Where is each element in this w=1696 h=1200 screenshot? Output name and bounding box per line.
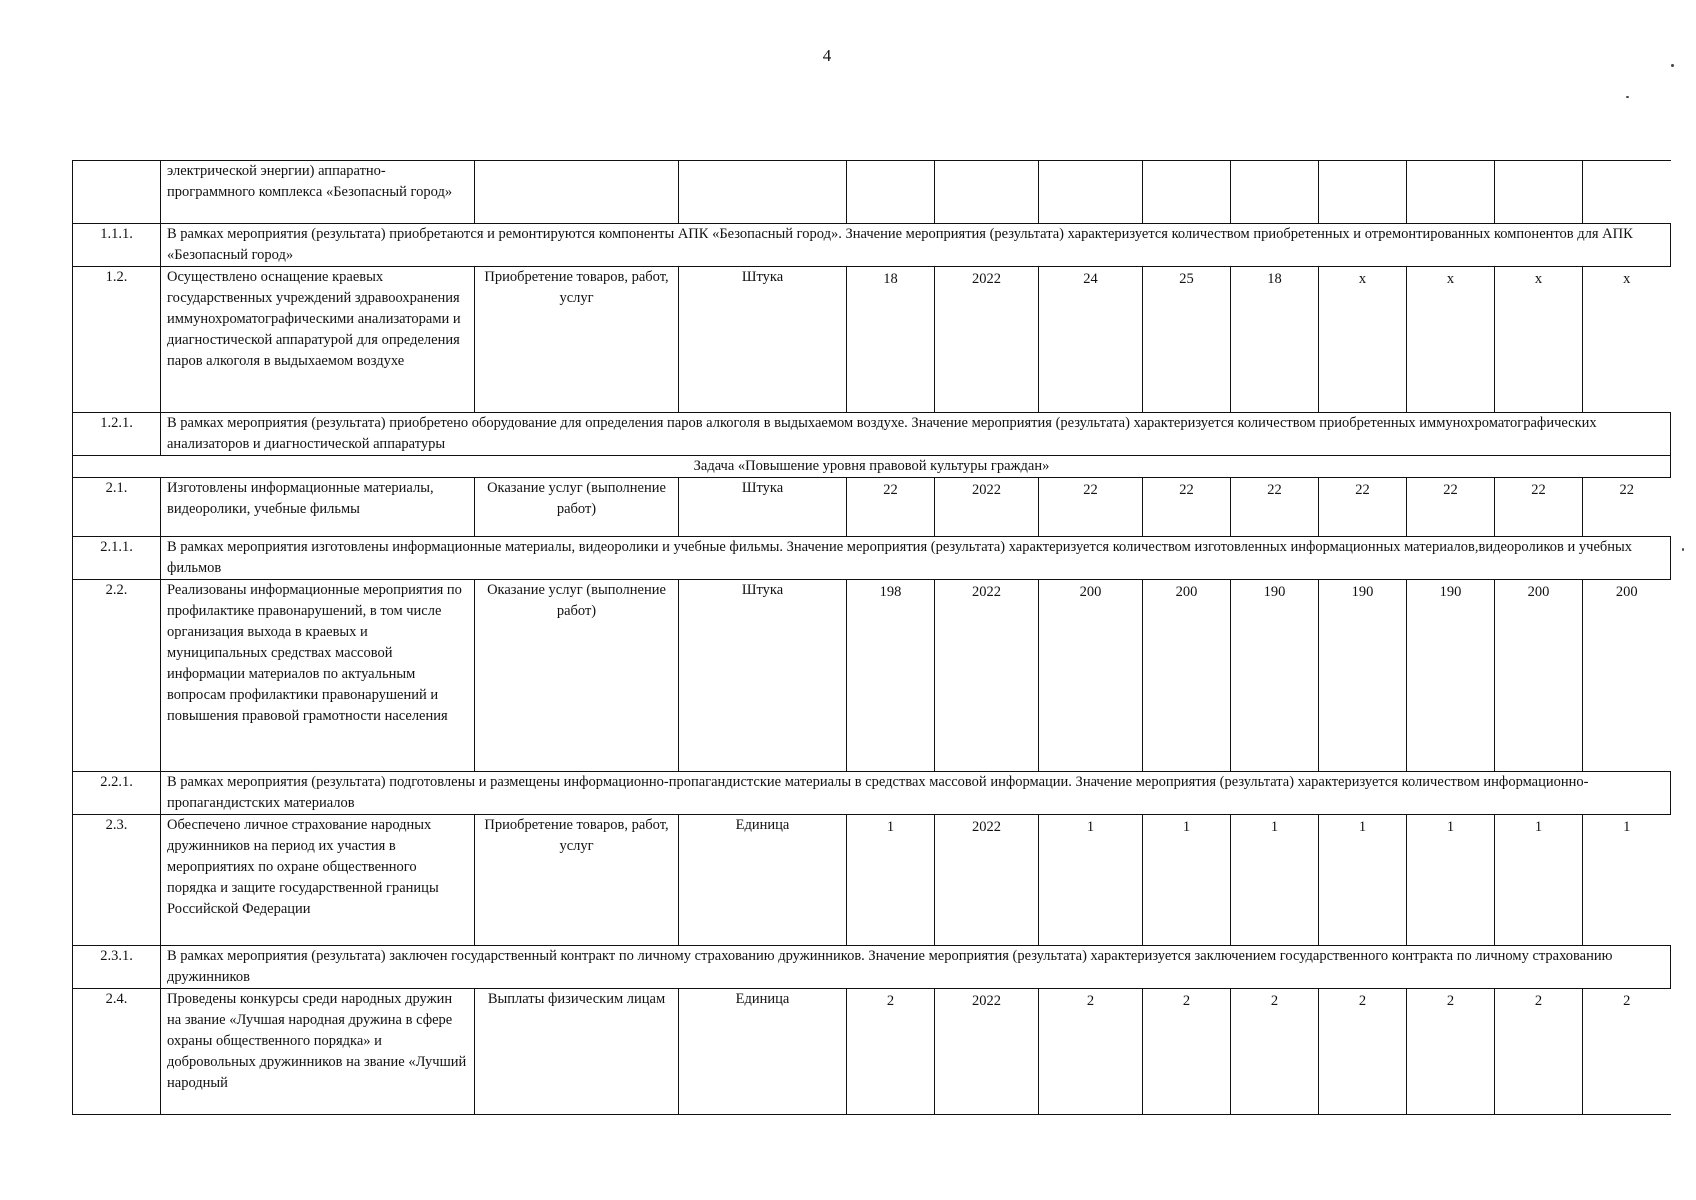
year-value: 2 bbox=[1231, 989, 1319, 1115]
item-unit: Единица bbox=[679, 989, 847, 1115]
item-name: Изготовлены информационные материалы, видеоролики, учебные фильмы bbox=[161, 478, 475, 537]
item-unit: Штука bbox=[679, 478, 847, 537]
item-type: Приобретение товаров, работ, услуг bbox=[475, 815, 679, 946]
row-number: 2.4. bbox=[73, 989, 161, 1115]
page-number: 4 bbox=[822, 46, 832, 65]
year-value: 190 bbox=[1319, 580, 1407, 772]
year-value: 22 bbox=[1319, 478, 1407, 537]
item-type: Оказание услуг (выполнение работ) bbox=[475, 478, 679, 537]
row-number: 1.1.1. bbox=[73, 224, 161, 267]
note-text: В рамках мероприятия изготовлены информационные материалы, видеоролики и учебные фильмы. Значение мероприятия (результата) характеризуется количеством изготовленных информационных материалов,видеороликов и учебных фильмов bbox=[161, 537, 1671, 580]
base-value: 18 bbox=[847, 267, 935, 413]
year-value: 22 bbox=[1231, 478, 1319, 537]
item-name: Обеспечено личное страхование народных дружинников на период их участия в мероприятиях по охране общественного порядка и защите государственной границы Российской Федерации bbox=[161, 815, 475, 946]
table-row bbox=[73, 580, 1671, 772]
base-year: 2022 bbox=[935, 989, 1039, 1115]
year-value: 1 bbox=[1143, 815, 1231, 946]
scan-speck bbox=[1671, 64, 1674, 67]
year-value: 200 bbox=[1583, 580, 1671, 772]
item-name: электрической энергии) аппаратно- программного комплекса «Безопасный город» bbox=[161, 161, 475, 224]
table-row bbox=[73, 815, 1671, 946]
year-value: 22 bbox=[1039, 478, 1143, 537]
row-number: 2.1. bbox=[73, 478, 161, 537]
year-value: 1 bbox=[1319, 815, 1407, 946]
table-row bbox=[73, 537, 1671, 580]
item-name: Проведены конкурсы среди народных дружин на звание «Лучшая народная дружина в сфере охраны общественного порядка» и добровольных дружинников на звание «Лучший народный bbox=[161, 989, 475, 1115]
table-row bbox=[73, 267, 1671, 413]
year-value: 22 bbox=[1407, 478, 1495, 537]
scan-speck bbox=[1682, 548, 1684, 551]
year-value: 1 bbox=[1039, 815, 1143, 946]
row-number: 2.1.1. bbox=[73, 537, 161, 580]
base-value: 198 bbox=[847, 580, 935, 772]
year-value: 200 bbox=[1495, 580, 1583, 772]
row-number: 1.2.1. bbox=[73, 413, 161, 456]
item-name: Осуществлено оснащение краевых государственных учреждений здравоохранения иммунохроматографическими анализаторами и диагностической аппаратурой для определения паров алкоголя в выдыхаемом воздухе bbox=[161, 267, 475, 413]
base-value: 1 bbox=[847, 815, 935, 946]
item-type: Оказание услуг (выполнение работ) bbox=[475, 580, 679, 772]
year-value: 200 bbox=[1143, 580, 1231, 772]
note-text: В рамках мероприятия (результата) приобретаются и ремонтируются компоненты АПК «Безопасный город». Значение мероприятия (результата) характеризуется количеством приобретенных и отремонтированных компонентов для АПК «Безопасный город» bbox=[161, 224, 1671, 267]
year-value: 2 bbox=[1495, 989, 1583, 1115]
row-number bbox=[73, 161, 161, 224]
year-value: 24 bbox=[1039, 267, 1143, 413]
year-value: 1 bbox=[1495, 815, 1583, 946]
table-row bbox=[73, 989, 1671, 1115]
item-name: Реализованы информационные мероприятия по профилактике правонарушений, в том числе организация выхода в краевых и муниципальных средствах массовой информации материалов по актуальным вопросам профилактики правонарушений и повышения правовой грамотности населения bbox=[161, 580, 475, 772]
table-row bbox=[73, 413, 1671, 456]
table-row bbox=[73, 478, 1671, 537]
year-value: 1 bbox=[1407, 815, 1495, 946]
table-row bbox=[73, 456, 1671, 478]
year-value: 2 bbox=[1039, 989, 1143, 1115]
note-text: В рамках мероприятия (результата) подготовлены и размещены информационно-пропагандистские материалы в средствах массовой информации. Значение мероприятия (результата) характеризуется количеством информационно-пропагандистских материалов bbox=[161, 772, 1671, 815]
base-value: 2 bbox=[847, 989, 935, 1115]
year-value: 18 bbox=[1231, 267, 1319, 413]
year-value: 22 bbox=[1583, 478, 1671, 537]
year-value: 2 bbox=[1143, 989, 1231, 1115]
base-value: 22 bbox=[847, 478, 935, 537]
year-value: 2 bbox=[1407, 989, 1495, 1115]
row-number: 2.3. bbox=[73, 815, 161, 946]
year-value: x bbox=[1583, 267, 1671, 413]
item-unit: Штука bbox=[679, 267, 847, 413]
year-value: x bbox=[1495, 267, 1583, 413]
base-year: 2022 bbox=[935, 478, 1039, 537]
item-type: Выплаты физическим лицам bbox=[475, 989, 679, 1115]
scan-speck bbox=[1626, 96, 1629, 98]
item-unit: Штука bbox=[679, 580, 847, 772]
year-value: 25 bbox=[1143, 267, 1231, 413]
year-value: 2 bbox=[1583, 989, 1671, 1115]
year-value: 2 bbox=[1319, 989, 1407, 1115]
year-value: 190 bbox=[1407, 580, 1495, 772]
row-number: 2.2.1. bbox=[73, 772, 161, 815]
year-value: 190 bbox=[1231, 580, 1319, 772]
base-year: 2022 bbox=[935, 267, 1039, 413]
year-value: 200 bbox=[1039, 580, 1143, 772]
row-number: 2.3.1. bbox=[73, 946, 161, 989]
task-heading: Задача «Повышение уровня правовой культуры граждан» bbox=[73, 456, 1671, 478]
year-value: 1 bbox=[1231, 815, 1319, 946]
row-number: 1.2. bbox=[73, 267, 161, 413]
table-row bbox=[73, 946, 1671, 989]
note-text: В рамках мероприятия (результата) заключен государственный контракт по личному страхованию дружинников. Значение мероприятия (результата) характеризуется заключением государственного контракта по личному страхованию дружинников bbox=[161, 946, 1671, 989]
item-unit: Единица bbox=[679, 815, 847, 946]
year-value: 1 bbox=[1583, 815, 1671, 946]
table-row bbox=[73, 161, 1671, 224]
year-value: 22 bbox=[1143, 478, 1231, 537]
table-row bbox=[73, 772, 1671, 815]
year-value: x bbox=[1407, 267, 1495, 413]
base-year: 2022 bbox=[935, 580, 1039, 772]
indicators-table bbox=[72, 160, 1671, 1115]
year-value: x bbox=[1319, 267, 1407, 413]
note-text: В рамках мероприятия (результата) приобретено оборудование для определения паров алкоголя в выдыхаемом воздухе. Значение мероприятия (результата) характеризуется количеством приобретенных иммунохроматографических анализаторов и диагностической аппаратуры bbox=[161, 413, 1671, 456]
base-year: 2022 bbox=[935, 815, 1039, 946]
row-number: 2.2. bbox=[73, 580, 161, 772]
table-row bbox=[73, 224, 1671, 267]
item-type: Приобретение товаров, работ, услуг bbox=[475, 267, 679, 413]
year-value: 22 bbox=[1495, 478, 1583, 537]
